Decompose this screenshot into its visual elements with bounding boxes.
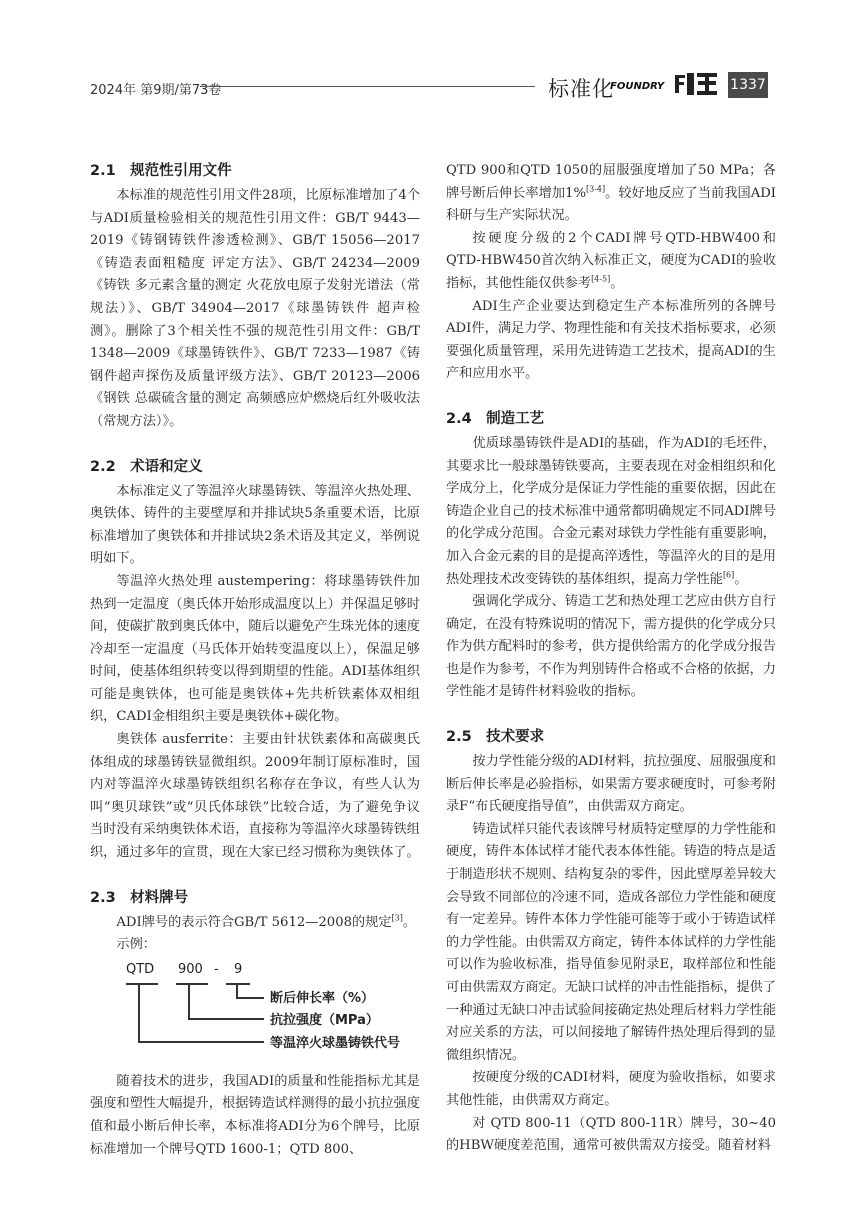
- grade-designation-example: [90, 959, 420, 1129]
- section-2-4-paragraph-2: 强调化学成分、铸造工艺和热处理工艺应由供方自行确定，在没有特殊说明的情况下，需方提供的化学成分只作为供方配料时的参考，供方提供给需方的化学成分报告也是作为参考，不作为判别铸件合格或不合格的依据，力学性能才是铸件材料验收的指标。: [446, 594, 776, 700]
- left-column: [90, 160, 420, 1161]
- continued-paragraph-1: QTD 900和QTD 1050的屈服强度增加了50 MPa；各牌号断后伸长率增加1%[3-4]。较好地反应了当前我国ADI科研与生产实际状况。: [446, 163, 777, 224]
- continued-paragraph-3: ADI生产企业要达到稳定生产本标准所列的各牌号ADI件，满足力学、物理性能和有关技术指标要求，必须要强化质量管理，采用先进铸造工艺技术，提高ADI的生产和应用水平。: [446, 298, 776, 382]
- section-2-4-title: 2.4 制造工艺: [446, 410, 545, 427]
- code-qtd: QTD: [126, 961, 155, 977]
- section-2-5-paragraph-4: 对 QTD 800-11（QTD 800-11R）牌号，30~40的HBW硬度差范围，通常可被供需双方接受。随着材料: [446, 1115, 776, 1154]
- section-2-2-paragraph-2: 等温淬火热处理 austempering：将球墨铸铁件加热到一定温度（奥氏体开始形成温度以上）并保温足够时间，使碳扩散到奥氏体中，随后以避免产生珠光体的速度冷却至一定温度（马氏体开始转变温度以上），保温足够时间，使基体组织转变以得到期望的性能。ADI基体组织可能是奥铁体，也可能是奥铁体+先共析铁素体双相组织，CADI金相组织主要是奥铁体+碳化物。: [90, 573, 420, 725]
- section-2-3-title: 2.3 材料牌号: [90, 889, 189, 906]
- example-label: 示例：: [116, 937, 156, 953]
- section-2-5-paragraph-2: 铸造试样只能代表该牌号材质特定壁厚的力学性能和硬度，铸件本体试样才能代表本体性能。铸造的特点是适于制造形状不规则、结构复杂的零件，因此壁厚差异较大会导致不同部位的冷速不同，造成各部位力学性能和硬度有一定差异。铸件本体力学性能可能等于或小于铸造试样的力学性能。由供需双方商定，铸件本体试样的力学性能可以作为验收标准，指导值参见附录E，取样部位和性能可由供需双方商定。无缺口试样的冲击性能指标，提供了一种通过无缺口冲击试验间接确定热处理后材料力学性能对应关系的方法，可以间接地了解铸件热处理后得到的显微组织情况。: [446, 821, 776, 1063]
- citation-ref: [3-4]: [586, 184, 606, 194]
- section-2-2-paragraph-3: 奥铁体 ausferrite：主要由针状铁素体和高碳奥氏体组成的球墨铸铁显微组织。2009年制订原标准时，国内对等温淬火球墨铸铁组织名称存在争议，有些人认为叫“奥贝球铁”或“贝氏体球铁”比较合适，为了避免争议当时没有采纳奥铁体术语，直接称为等温淬火球墨铸铁组织，通过多年的宣贯，现在大家已经习惯称为奥铁体了。: [90, 732, 420, 861]
- label-adi-code: 等温淬火球墨铸铁代号: [270, 1035, 401, 1051]
- section-2-1-paragraph: 本标准的规范性引用文件28项，比原标准增加了4个与ADI质量检验相关的规范性引用文件：GB/T 9443—2019《铸钢铸铁件渗透检测》、GB/T 15056—2017《铸造表面粗糙度 评定方法》、GB/T 24234—2009《铸铁 多元素含量的测定 火花放电原子发射光谱法（常规法）》、GB/T 34904—2017《球墨铸铁件 超声检测》。删除了3个相关性不强的规范性引用文件：GB/T 1348—2009《球墨铸铁件》、GB/T 7233—1987《铸钢件超声探伤及质量评级方法》、GB/T 20123—2006《钢铁 总碳硫含量的测定 高频感应炉燃烧后红外吸收法（常规方法）》。: [90, 188, 420, 429]
- journal-logo: [672, 69, 720, 99]
- citation-ref: [6]: [722, 570, 735, 580]
- section-2-1-title: 2.1 规范性引用文件: [90, 163, 232, 179]
- code-900: 900: [178, 961, 203, 977]
- leader-qtd-vertical: [138, 983, 140, 1043]
- label-elongation: 断后伸长率（%）: [270, 990, 375, 1006]
- leader-900-vertical: [188, 983, 190, 1020]
- underline-900: [176, 983, 208, 985]
- leader-900-horizontal: [188, 1018, 264, 1020]
- underline-qtd: [126, 983, 158, 985]
- code-dash: -: [214, 961, 219, 977]
- section-2-5-paragraph-1: 按力学性能分级的ADI材料，抗拉强度、屈服强度和断后伸长率是必验指标，如果需方要求硬度时，可参考附录F“布氏硬度指导值”，由供需双方商定。: [446, 754, 776, 815]
- citation-ref: [3]: [391, 913, 403, 923]
- page-header: [0, 0, 860, 110]
- right-column: [446, 160, 776, 1158]
- code-9: 9: [234, 961, 243, 977]
- header-rule: [200, 86, 535, 87]
- issue-info: 2024年 第9期/第73卷: [90, 83, 222, 98]
- section-2-5-title: 2.5 技术要求: [446, 729, 545, 746]
- citation-ref: [4-5]: [591, 274, 611, 284]
- section-2-2-title: 2.2 术语和定义: [90, 458, 203, 475]
- leader-qtd-horizontal: [138, 1041, 264, 1043]
- underline-9: [226, 983, 250, 985]
- section-2-3-paragraph-1: ADI牌号的表示符合GB/T 5612—2008的规定[3]。: [116, 913, 417, 930]
- label-tensile-strength: 抗拉强度（MPa）: [270, 1012, 379, 1028]
- section-2-4-paragraph-1: 优质球墨铸铁件是ADI的基础，作为ADI的毛坯件，其要求比一般球墨铸铁要高，主要表现在对金相组织和化学成分上，化学成分是保证力学性能的重要依据，因此在铸造企业自己的技术标准中通常都明确规定不同ADI牌号的化学成分范围。合金元素对球铁力学性能有重要影响，加入合金元素的目的是提高淬透性，等温淬火的目的是用热处理技术改变铸铁的基体组织，提高力学性能[6]。: [446, 435, 776, 587]
- leader-9-horizontal: [236, 997, 264, 999]
- section-2-3-paragraph-2: 随着技术的进步，我国ADI的质量和性能指标尤其是强度和塑性大幅提升，根据铸造试样测得的最小抗拉强度值和最小断后伸长率，本标准将ADI分为6个牌号，比原标准增加一个牌号QTD 1600-1；QTD 800、: [90, 1073, 420, 1157]
- section-2-5-paragraph-3: 按硬度分级的CADI材料，硬度为验收指标，如要求其他性能，由供需双方商定。: [446, 1070, 776, 1108]
- foundry-wordmark: FOUNDRY: [610, 81, 665, 92]
- page-number: 1337: [728, 72, 768, 98]
- continued-paragraph-2: 按硬度分级的2个CADI牌号QTD-HBW400和QTD-HBW450首次纳入标准正文，硬度为CADI的验收指标，其他性能仅供参考[4-5]。: [446, 230, 776, 291]
- section-2-2-paragraph-1: 本标准定义了等温淬火球墨铸铁、等温淬火热处理、奥铁体、铸件的主要壁厚和并排试块5条重要术语，比原标准增加了奥铁体和并排试块2条术语及其定义，举例说明如下。: [90, 483, 420, 567]
- section-name: 标准化: [548, 77, 614, 101]
